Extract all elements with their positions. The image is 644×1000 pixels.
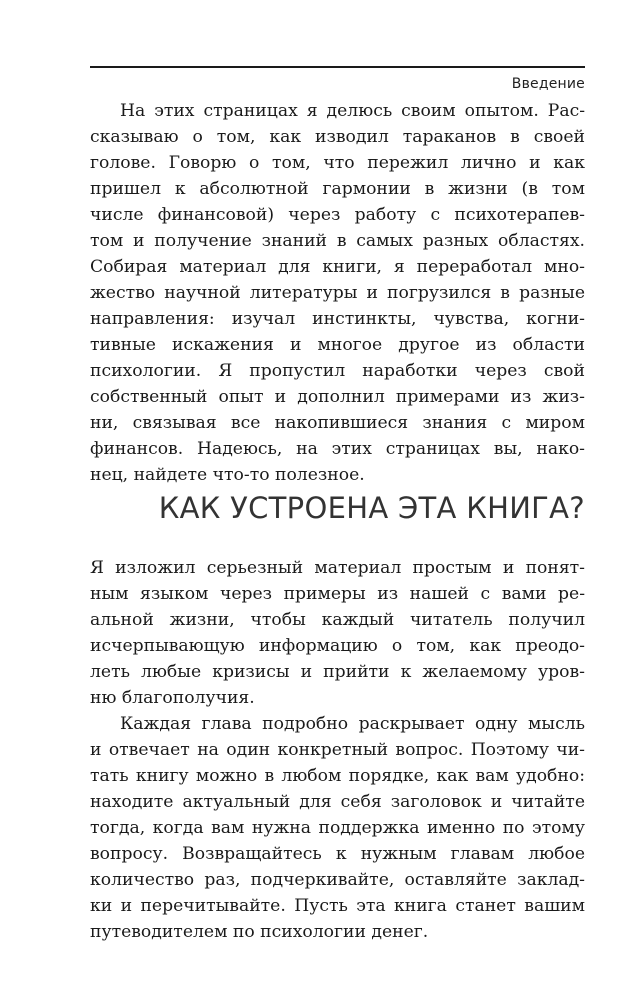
text-line: тивные искажения и многое другое из области	[90, 335, 585, 355]
text-line: леть любые кризисы и прийти к желаемому уров-	[90, 662, 585, 682]
section-paragraph-2	[90, 711, 585, 945]
section-paragraph-1	[90, 555, 585, 711]
text-line: нец, найдете что-то полезное.	[90, 465, 365, 485]
text-line: Каждая глава подробно раскрывает одну мысль	[120, 714, 585, 734]
text-line: количество раз, подчеркивайте, оставляйте заклад-	[90, 870, 585, 890]
text-line: альной жизни, чтобы каждый читатель получил	[90, 610, 585, 630]
text-line: вопросу. Возвращайтесь к нужным главам любое	[90, 844, 585, 864]
text-line: психологии. Я пропустил наработки через свой	[90, 361, 585, 381]
text-line: Я изложил серьезный материал простым и понят-	[90, 558, 585, 578]
header-rule	[90, 66, 585, 68]
text-line: путеводителем по психологии денег.	[90, 922, 429, 942]
text-line: ни, связывая все накопившиеся знания с миром	[90, 413, 585, 433]
text-line: собственный опыт и дополнил примерами из жиз-	[90, 387, 585, 407]
text-line: жество научной литературы и погрузился в разные	[90, 283, 585, 303]
text-line: На этих страницах я делюсь своим опытом. Рас-	[120, 101, 585, 121]
section-heading: КАК УСТРОЕНА ЭТА КНИГА?	[158, 491, 585, 525]
text-line: ню благополучия.	[90, 688, 255, 708]
text-line: Собирая материал для книги, я переработал мно-	[90, 257, 585, 277]
text-line: числе финансовой) через работу с психотерапев-	[90, 205, 585, 225]
text-line: финансов. Надеюсь, на этих страницах вы, нако-	[90, 439, 585, 459]
text-line: тогда, когда вам нужна поддержка именно по этому	[90, 818, 585, 838]
text-line: тать книгу можно в любом порядке, как вам удобно:	[90, 766, 585, 786]
intro-paragraph	[90, 98, 585, 488]
text-line: голове. Говорю о том, что пережил лично и как	[90, 153, 585, 173]
text-line: направления: изучал инстинкты, чувства, когни-	[90, 309, 585, 329]
text-line: пришел к абсолютной гармонии в жизни (в том	[90, 179, 585, 199]
running-head: Введение	[511, 76, 585, 92]
text-line: находите актуальный для себя заголовок и читайте	[90, 792, 585, 812]
text-line: ным языком через примеры из нашей с вами ре-	[90, 584, 585, 604]
text-line: сказываю о том, как изводил тараканов в своей	[90, 127, 585, 147]
text-line: исчерпывающую информацию о том, как преодо-	[90, 636, 585, 656]
text-line: и отвечает на один конкретный вопрос. Поэтому чи-	[90, 740, 585, 760]
text-line: ки и перечитывайте. Пусть эта книга станет вашим	[90, 896, 585, 916]
text-line: том и получение знаний в самых разных областях.	[90, 231, 585, 251]
